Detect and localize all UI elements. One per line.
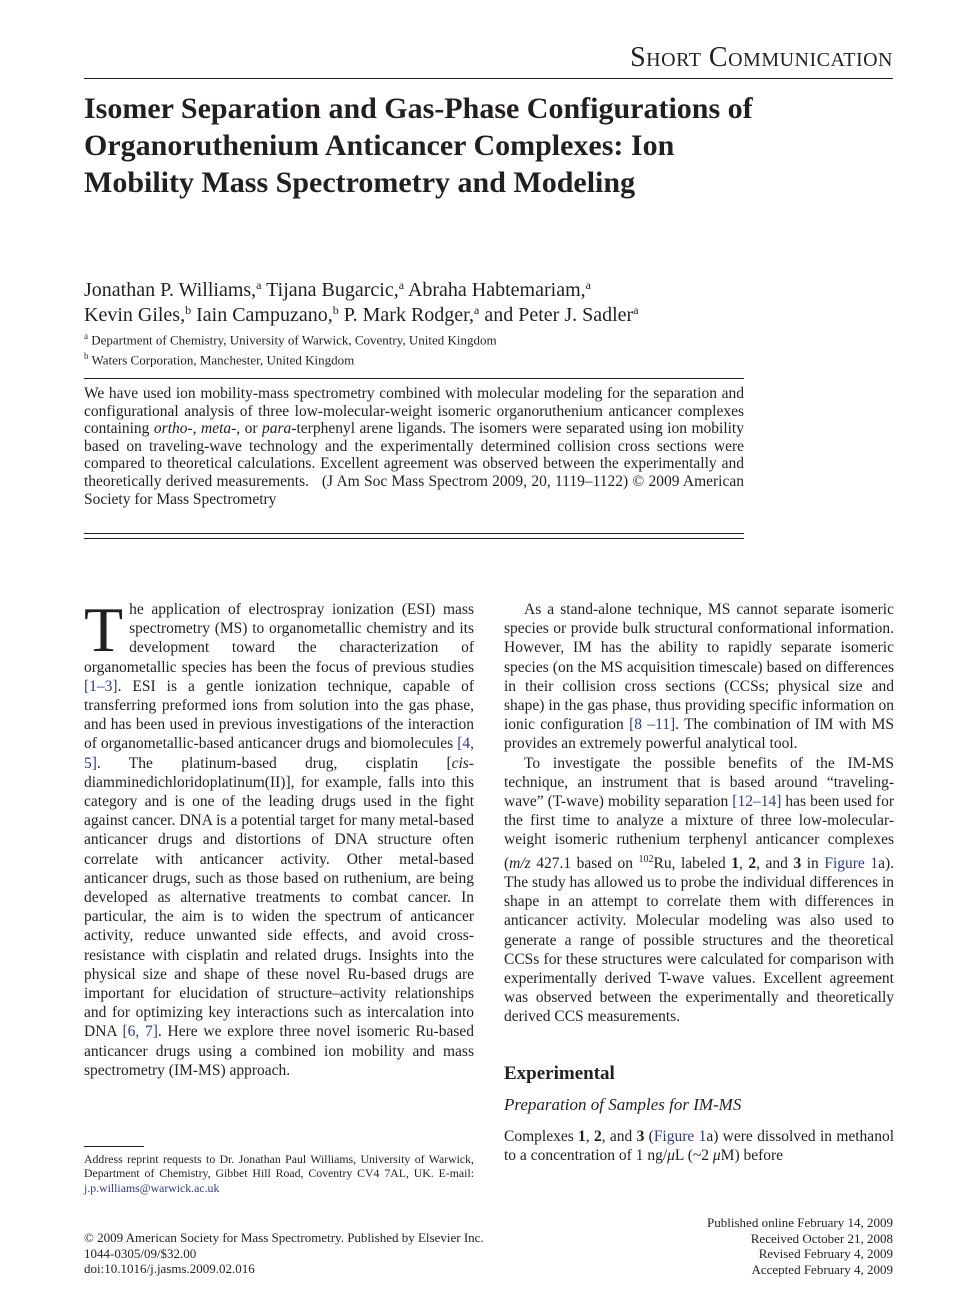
footnote-rule	[84, 1146, 144, 1147]
abstract-italic: meta-	[201, 420, 237, 438]
author-name: P. Mark Rodger,	[338, 304, 475, 326]
body-text: As a stand-alone technique, MS cannot separate isomeric species or provide bulk structural conformational information. However, IM has the ability to rapidly separate isomeric species (on the MS acquisition timescale) based on differences in their collision cross sections (CCSs; physical size and shape) in the gas phase, thus providing specific information on ionic configuration	[504, 601, 894, 734]
abstract-text: ,	[192, 420, 201, 438]
date-online: Published online February 14, 2009	[707, 1215, 893, 1230]
abstract-text: We have used ion mobility-mass spectrometry combined with molecular modeling for the separation and configurational analysis of three low-molecular-weight isomeric organoruthenium anticancer complexes containing	[84, 385, 744, 438]
body-text: , and	[601, 1127, 637, 1145]
body-column-right	[504, 600, 894, 1165]
body-text: Ru, labeled	[653, 854, 732, 872]
body-text: 427.1 based on	[530, 854, 639, 872]
body-italic: μ	[667, 1146, 675, 1164]
figure-link[interactable]: Figure 1	[824, 854, 879, 872]
abstract	[84, 385, 748, 508]
author-name: Tijana Bugarcic,	[261, 279, 399, 301]
body-column-left	[84, 594, 474, 1080]
affiliation-text: Department of Chemistry, University of Warwick, Coventry, United Kingdom	[88, 332, 497, 348]
author-name: Iain Campuzano,	[191, 304, 333, 326]
body-text: -diamminedichloridoplatinum(II)], for example, falls into this category and is one of the leading drugs used in the fight against cancer. DNA is a potential target for many metal-based anticancer drugs and distortions of DNA structure often correlate with anticancer activity. Other metal-based anticancer drugs, such as those based on ruthenium, are being developed as alternative treatments to combat cancer. In particular, the aim is to widen the spectrum of anticancer activity, reduce unwanted side effects, and avoid cross-resistance with cisplatin and related drugs. Insights into the physical size and shape of these novel Ru-based drugs are important for elucidation of structure–activity relationships and for optimizing key interactions such as intercalation into DNA	[84, 754, 474, 1041]
body-text: ,	[585, 1127, 594, 1145]
subsection-heading: Preparation of Samples for IM-MS	[504, 1094, 742, 1114]
section-heading: Experimental	[504, 1062, 615, 1084]
body-text: . The platinum-based drug, cisplatin [	[96, 754, 452, 772]
body-text: he application of electrospray ionization (ESI) mass spectrometry (MS) to organometallic chemistry and its development toward the characterization of organometallic species has been the focus of previous studies	[84, 601, 474, 676]
compound-number: 1	[578, 1127, 586, 1145]
body-text: a). The study has allowed us to probe the individual differences in shape in an attempt to correlate them with differences in anticancer activity. Molecular modeling was also used to generate a range of possible structures and the theoretical CCSs for these structures were calculated for comparison with experimentally derived T-wave values. Excellent agreement was observed between the experimentally and theoretically derived CCS measurements.	[504, 854, 894, 1026]
correspondence-footnote	[84, 1152, 474, 1195]
compound-number: 3	[636, 1127, 645, 1145]
date-received: Received October 21, 2008	[750, 1230, 893, 1246]
author-name: and Peter J. Sadler	[479, 304, 634, 326]
citation-link[interactable]: [1–3]	[84, 677, 118, 695]
compound-number: 3	[793, 854, 802, 872]
abstract-text: terphenyl arene ligands. The isomers were separated using ion mobility based on traveling-wave technology and the experimentally determined collision cross sections were compared to theoretical calculations. Excellent agreement was observed between the experimentally and theoretically derived measurements.	[84, 420, 744, 490]
affiliation-mark: b	[84, 351, 89, 362]
body-paragraph	[504, 600, 894, 754]
body-text: , and	[756, 854, 794, 872]
abstract-text: , or	[236, 420, 263, 438]
citation-link[interactable]: [4, 5]	[84, 735, 474, 772]
body-paragraph	[84, 594, 474, 1080]
author-name: Abraha Habtemariam,	[404, 279, 586, 301]
abstract-rule-bottom-double	[84, 538, 744, 539]
body-text: L (~2	[674, 1146, 713, 1164]
citation-link[interactable]: [12–14]	[732, 793, 782, 811]
issn-line: 1044-0305/09/$32.00	[84, 1245, 197, 1261]
body-text: a) were dissolved in methanol to a concentration of 1 ng/	[504, 1127, 894, 1164]
email-link[interactable]: j.p.williams@warwick.ac.uk	[84, 1180, 220, 1195]
header-rule	[84, 78, 893, 79]
author-line-1	[84, 278, 844, 303]
abstract-rule-bottom	[84, 533, 744, 534]
date-accepted: Accepted February 4, 2009	[751, 1261, 893, 1277]
author-affiliation-mark: a	[398, 278, 405, 292]
drop-cap: T	[84, 594, 124, 665]
author-line-2	[84, 303, 844, 328]
isotope-superscript: 102	[638, 853, 654, 865]
compound-number: 2	[748, 854, 757, 872]
body-text: . ESI is a gentle ionization technique, capable of transferring preformed ions from solution into the gas phase, and has been used in previous investigations of the interaction of organometallic-based anticancer drugs and biomolecules	[84, 677, 474, 753]
citation-link[interactable]: [6, 7]	[122, 1023, 158, 1041]
section-label: Short Communication	[630, 42, 893, 73]
publisher-info	[84, 1230, 484, 1277]
affiliation-mark: a	[84, 331, 88, 341]
doi-line: doi:10.1016/j.jasms.2009.02.016	[84, 1261, 255, 1276]
body-italic: μ	[712, 1146, 721, 1164]
body-text: ,	[739, 854, 749, 872]
footnote-text: Address reprint requests to Dr. Jonathan Paul Williams, University of Warwick, Department of Chemistry, Gibbet Hill Road, Coventry CV4 7AL, UK. E-mail:	[84, 1152, 474, 1181]
author-name: Jonathan P. Williams,	[84, 279, 257, 301]
body-text: . Here we explore three novel isomeric Ru-based anticancer drugs using a combined ion mobility and mass spectrometry (IM-MS) approach.	[84, 1023, 474, 1079]
citation-link[interactable]: [8 –11]	[629, 716, 676, 734]
abstract-italic: para-	[262, 420, 297, 438]
abstract-italic: ortho-	[153, 420, 193, 438]
body-text: . The combination of IM with MS provides an extremely powerful analytical tool.	[504, 716, 894, 753]
author-affiliation-mark: a	[633, 303, 639, 317]
abstract-rule-top	[84, 378, 744, 379]
article-dates	[707, 1215, 893, 1277]
affiliation-b	[84, 348, 784, 368]
body-paragraph	[504, 1127, 894, 1165]
author-affiliation-mark: a	[474, 303, 480, 317]
body-italic: m/z	[509, 854, 531, 872]
affiliations	[84, 328, 784, 369]
date-revised: Revised February 4, 2009	[758, 1246, 893, 1261]
compound-number: 1	[731, 854, 739, 872]
compound-number: 2	[593, 1127, 602, 1145]
body-italic: cis	[451, 754, 469, 772]
body-text: Complexes	[504, 1127, 579, 1145]
affiliation-text: Waters Corporation, Manchester, United Kingdom	[88, 352, 355, 368]
body-text: M) before	[720, 1146, 784, 1164]
author-list	[84, 278, 844, 328]
author-affiliation-mark: b	[185, 303, 192, 317]
body-text: has been used for the first time to analyze a mixture of three low-molecular-weight isomeric ruthenium terphenyl anticancer complexes (	[504, 793, 894, 872]
affiliation-a	[84, 328, 784, 348]
figure-link[interactable]: Figure 1	[653, 1127, 707, 1145]
body-text: in	[801, 854, 825, 872]
body-text: (	[644, 1127, 654, 1145]
body-text: To investigate the possible benefits of the IM-MS technique, an instrument that is based around “traveling-wave” (T-wave) mobility separation	[504, 754, 894, 811]
author-affiliation-mark: b	[332, 303, 339, 317]
author-affiliation-mark: a	[256, 278, 262, 292]
article-title: Isomer Separation and Gas-Phase Configurations of Organoruthenium Anticancer Complexes: Ion Mobility Mass Spectrometry and Modeling	[84, 92, 753, 199]
author-name: Kevin Giles,	[84, 304, 186, 326]
author-affiliation-mark: a	[585, 278, 591, 292]
body-paragraph	[504, 754, 894, 1027]
copyright-line: © 2009 American Society for Mass Spectrometry. Published by Elsevier Inc.	[84, 1230, 484, 1245]
abstract-citation: (J Am Soc Mass Spectrom 2009, 20, 1119–1122) © 2009 American Society for Mass Spectrometry	[84, 472, 748, 508]
